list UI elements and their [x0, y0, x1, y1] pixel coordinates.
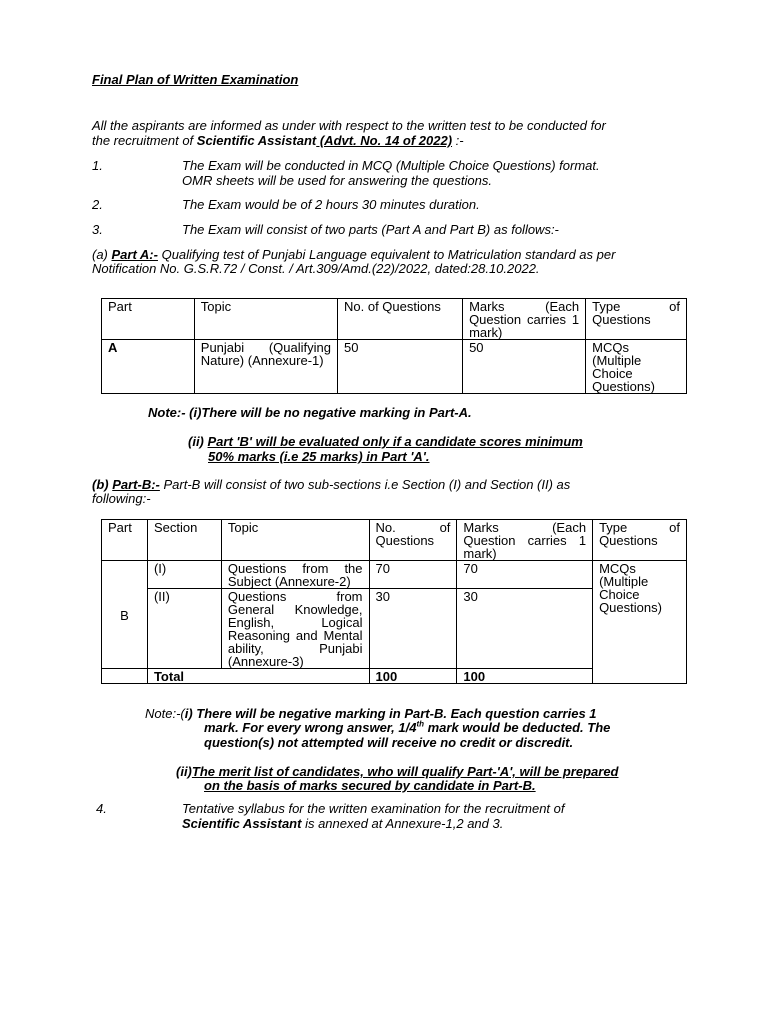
note-b-i-line-2	[204, 721, 610, 734]
post-name: Scientific Assistant	[196, 133, 317, 148]
part-b-line-1	[92, 478, 570, 491]
point-4-number: 4.	[96, 801, 107, 816]
point-4-line-2	[182, 817, 503, 830]
intro-line-2	[92, 134, 464, 147]
point-2-number: 2.	[92, 197, 103, 212]
cell-type: MCQs (Multiple Choice Questions)	[586, 340, 687, 394]
header-marks: Marks (Each Question carries 1 mark)	[463, 299, 586, 340]
note-b-ii-text: The merit list of candidates, who will qualify Part-'A', will be prepared	[191, 764, 619, 779]
part-a-table	[101, 298, 687, 394]
note-b-i-text: i) There will be negative marking in Part-B. Each question carries 1	[184, 706, 597, 721]
point-1-line-2: OMR sheets will be used for answering the questions.	[182, 173, 492, 188]
part-a-label: Part A:-	[111, 247, 158, 262]
document-title: Final Plan of Written Examination	[92, 72, 299, 87]
part-a-line-2: Notification No. G.S.R.72 / Const. / Art.309/Amd.(22)/2022, dated:28.10.2022.	[92, 261, 540, 276]
header-topic: Topic	[221, 520, 369, 561]
cell-part: A	[102, 340, 195, 394]
table-header-row	[102, 299, 687, 340]
intro-line-1: All the aspirants are informed as under with respect to the written test to be conducted for	[92, 118, 606, 133]
intro-suffix: :-	[452, 133, 464, 148]
point-4-post: Scientific Assistant	[182, 816, 302, 831]
table-row	[102, 340, 687, 394]
cell-questions: 30	[369, 589, 457, 669]
note-a-i: Note:- (i)There will be no negative marking in Part-A.	[148, 405, 472, 420]
cell-section: (II)	[147, 589, 221, 669]
point-2-text: The Exam would be of 2 hours 30 minutes duration.	[182, 197, 480, 212]
header-part: Part	[102, 520, 148, 561]
note-a-ii-text: Part 'B' will be evaluated only if a candidate scores minimum	[207, 434, 583, 449]
header-marks: Marks (Each Question carries 1 mark)	[457, 520, 593, 561]
cell-marks: 70	[457, 561, 593, 589]
advt-number: (Advt. No. 14 of 2022)	[316, 133, 453, 148]
note-b-prefix: Note:-(	[145, 706, 185, 721]
header-type: Type of Questions	[593, 520, 687, 561]
header-section: Section	[147, 520, 221, 561]
header-questions: No. of Questions	[338, 299, 463, 340]
note-a-ii-prefix: (ii)	[188, 434, 208, 449]
table-row	[102, 561, 687, 589]
cell-section: (I)	[147, 561, 221, 589]
intro-prefix: the recruitment of	[92, 133, 197, 148]
part-b-prefix: (b)	[92, 477, 113, 492]
note-b-i-l2b: mark would be deducted. The	[424, 720, 611, 735]
point-4-rest: is annexed at Annexure-1,2 and 3.	[301, 816, 504, 831]
cell-marks: 50	[463, 340, 586, 394]
part-b-text: Part-B will consist of two sub-sections i.e Section (I) and Section (II) as	[159, 477, 571, 492]
header-part: Part	[102, 299, 195, 340]
note-b-i-line-1	[145, 707, 657, 720]
part-b-line-2: following:-	[92, 491, 151, 506]
note-b-i-sup: th	[416, 719, 424, 729]
part-a-prefix: (a)	[92, 247, 112, 262]
part-b-label: Part-B:-	[112, 477, 160, 492]
point-3-text: The Exam will consist of two parts (Part A and Part B) as follows:-	[182, 222, 559, 237]
cell-part: B	[102, 561, 148, 669]
header-questions: No. of Questions	[369, 520, 457, 561]
header-type: Type of Questions	[586, 299, 687, 340]
note-b-ii-prefix: (ii)	[176, 764, 192, 779]
point-4-line-1: Tentative syllabus for the written examination for the recruitment of	[182, 801, 565, 816]
cell-topic: Punjabi (Qualifying Nature) (Annexure-1)	[194, 340, 337, 394]
cell-topic: Questions from General Knowledge, English, Logical Reasoning and Mental ability, Punjabi (Annexure-3)	[221, 589, 369, 669]
note-b-i-l2a: mark. For every wrong answer, 1/4	[204, 720, 417, 735]
table-header-row	[102, 520, 687, 561]
note-a-ii-line-1	[188, 435, 583, 448]
part-b-table	[101, 519, 687, 684]
point-1-number: 1.	[92, 158, 103, 173]
cell-total-questions: 100	[369, 669, 457, 684]
part-a-text: Qualifying test of Punjabi Language equivalent to Matriculation standard as per	[157, 247, 616, 262]
part-a-line-1	[92, 248, 615, 261]
cell-type: MCQs (Multiple Choice Questions)	[593, 561, 687, 684]
cell-topic: Questions from the Subject (Annexure-2)	[221, 561, 369, 589]
cell-questions: 50	[338, 340, 463, 394]
point-1-line-1: The Exam will be conducted in MCQ (Multiple Choice Questions) format.	[182, 158, 600, 173]
cell-questions: 70	[369, 561, 457, 589]
note-b-i-line-3: question(s) not attempted will receive no credit or discredit.	[204, 735, 574, 750]
cell-total-marks: 100	[457, 669, 593, 684]
cell-total-label: Total	[147, 669, 369, 684]
note-a-ii-line-2: 50% marks (i.e 25 marks) in Part 'A'.	[208, 449, 430, 464]
header-topic: Topic	[194, 299, 337, 340]
cell-marks: 30	[457, 589, 593, 669]
note-b-ii-line-1	[176, 765, 619, 778]
cell-empty	[102, 669, 148, 684]
point-3-number: 3.	[92, 222, 103, 237]
note-b-ii-line-2: on the basis of marks secured by candidate in Part-B.	[204, 778, 536, 793]
